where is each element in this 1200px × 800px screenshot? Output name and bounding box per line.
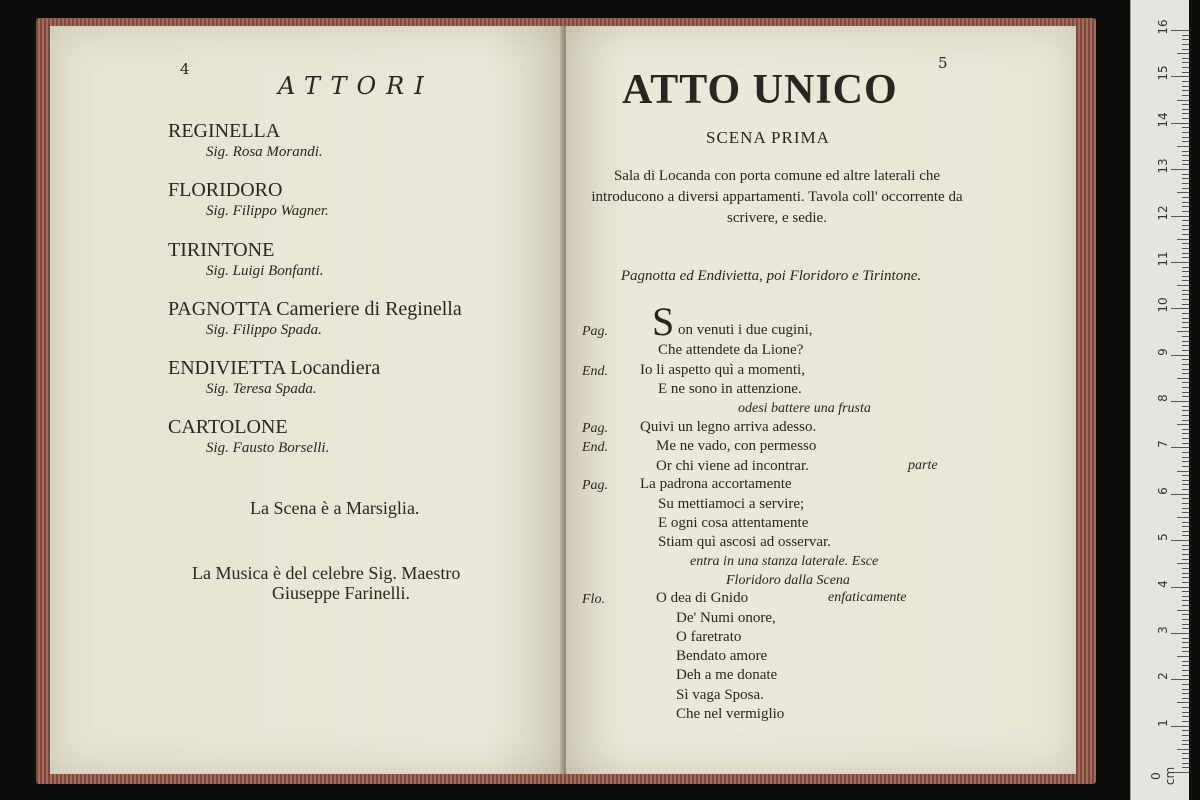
ruler-tick (1182, 225, 1189, 226)
ruler-tick (1182, 545, 1189, 546)
ruler-tick (1182, 211, 1189, 212)
ruler-tick (1182, 276, 1189, 277)
ruler-tick (1182, 313, 1189, 314)
ruler-tick (1182, 596, 1189, 597)
ruler-tick (1182, 665, 1189, 666)
ruler-tick (1182, 684, 1189, 685)
verse-line: on venuti i due cugini, (678, 322, 813, 338)
cast-actor: Sig. Filippo Spada. (206, 322, 322, 338)
speaker-label: End. (582, 364, 609, 379)
ruler-tick (1182, 387, 1189, 388)
music-credit-line1: La Musica è del celebre Sig. Maestro (192, 563, 461, 583)
left-page (50, 26, 562, 774)
ruler-tick (1177, 378, 1189, 379)
ruler-tick (1182, 373, 1189, 374)
ruler-tick (1171, 587, 1189, 588)
speaker-label: Pag. (582, 421, 609, 436)
ruler-tick (1182, 758, 1189, 759)
ruler-tick (1171, 262, 1189, 263)
speaker-label: End. (582, 440, 609, 455)
ruler-tick (1182, 151, 1189, 152)
stage-direction-intro: Pagnotta ed Endivietta, poi Floridoro e Tirintone. (620, 268, 922, 284)
ruler-tick (1182, 582, 1189, 583)
ruler-tick (1182, 573, 1189, 574)
ruler-tick (1177, 610, 1189, 611)
ruler-tick (1182, 104, 1189, 105)
ruler-tick (1182, 498, 1189, 499)
ruler-tick (1182, 62, 1189, 63)
ruler-tick (1182, 480, 1189, 481)
ruler-tick (1182, 721, 1189, 722)
ruler-label: 3 (1156, 626, 1170, 634)
ruler-tick (1182, 642, 1189, 643)
speaker-label: Flo. (582, 592, 605, 607)
cast-role: ENDIVIETTA Locandiera (168, 357, 381, 379)
ruler-tick (1182, 364, 1189, 365)
scene-description: Sala di Locanda con porta comune ed altre laterali che introducono a diversi appartamenti. Tavola coll' occorrente da scrivere, e sedie. (591, 168, 963, 226)
ruler-tick (1182, 234, 1189, 235)
ruler-tick (1182, 744, 1189, 745)
ruler-tick (1182, 299, 1189, 300)
ruler-tick (1182, 44, 1189, 45)
ruler-tick (1182, 67, 1189, 68)
ruler-tick (1182, 457, 1189, 458)
ruler-tick (1182, 443, 1189, 444)
ruler-tick (1182, 410, 1189, 411)
ruler-tick (1177, 331, 1189, 332)
ruler-tick (1182, 568, 1189, 569)
ruler-tick (1182, 322, 1189, 323)
ruler-tick (1177, 192, 1189, 193)
ruler-tick (1182, 160, 1189, 161)
ruler-tick (1171, 401, 1189, 402)
verse-line: Io li aspetto quì a momenti, (640, 362, 805, 378)
ruler-tick (1182, 735, 1189, 736)
ruler-tick (1182, 81, 1189, 82)
ruler-tick (1182, 178, 1189, 179)
left-page-number: 4 (180, 60, 190, 78)
ruler-tick (1171, 216, 1189, 217)
ruler-tick (1182, 290, 1189, 291)
ruler-tick (1182, 605, 1189, 606)
ruler-tick (1182, 420, 1189, 421)
ruler-tick (1177, 749, 1189, 750)
ruler-tick (1182, 433, 1189, 434)
ruler-tick (1182, 382, 1189, 383)
ruler-tick (1182, 359, 1189, 360)
ruler-label: 7 (1156, 440, 1170, 449)
stage-direction: enfaticamente (828, 590, 907, 605)
ruler-tick (1182, 90, 1189, 91)
ruler-tick (1182, 763, 1189, 764)
ruler-tick (1182, 484, 1189, 485)
ruler-tick (1182, 508, 1189, 509)
ruler-tick (1171, 76, 1189, 77)
ruler-tick (1182, 243, 1189, 244)
ruler-tick (1182, 767, 1189, 768)
ruler-tick (1182, 406, 1189, 407)
ruler-tick (1182, 174, 1189, 175)
ruler-tick (1182, 271, 1189, 272)
ruler-tick (1182, 39, 1189, 40)
ruler-tick (1182, 670, 1189, 671)
ruler-tick (1177, 100, 1189, 101)
ruler-tick (1177, 517, 1189, 518)
ruler-tick (1182, 489, 1189, 490)
ruler-tick (1177, 702, 1189, 703)
ruler-tick (1182, 512, 1189, 513)
ruler-tick (1182, 58, 1189, 59)
cast-actor: Sig. Luigi Bonfanti. (206, 263, 324, 279)
ruler-tick (1182, 202, 1189, 203)
stage-direction: entra in una stanza laterale. Esce (690, 554, 879, 569)
ruler-tick (1182, 164, 1189, 165)
ruler-tick (1182, 72, 1189, 73)
scene-title: SCENA PRIMA (706, 128, 830, 147)
verse-line: E ne sono in attenzione. (658, 381, 802, 397)
ruler-tick (1182, 730, 1189, 731)
ruler-tick (1177, 424, 1189, 425)
ruler-tick (1182, 689, 1189, 690)
ruler-tick (1177, 656, 1189, 657)
verse-line: La padrona accortamente (640, 476, 792, 492)
ruler-tick (1171, 633, 1189, 634)
ruler-tick (1182, 345, 1189, 346)
ruler-tick (1171, 355, 1189, 356)
verse-line: O dea di Gnido (656, 590, 749, 606)
ruler-tick (1177, 285, 1189, 286)
ruler-tick (1182, 438, 1189, 439)
ruler-label: 14 (1156, 112, 1170, 128)
stage-direction: odesi battere una frusta (738, 401, 871, 416)
ruler-tick (1182, 698, 1189, 699)
verse-line: O faretrato (676, 629, 742, 645)
right-page-number: 5 (938, 54, 948, 72)
ruler-tick (1182, 554, 1189, 555)
verse-line: Che nel vermiglio (676, 706, 785, 722)
speaker-label: Pag. (582, 478, 609, 493)
ruler-tick (1182, 132, 1189, 133)
ruler-label: 15 (1156, 65, 1170, 82)
ruler-tick (1182, 137, 1189, 138)
ruler-tick (1171, 169, 1189, 170)
ruler-tick (1182, 95, 1189, 96)
ruler-tick (1182, 392, 1189, 393)
setting-note: La Scena è a Marsiglia. (250, 498, 420, 518)
ruler-label: 9 (1156, 347, 1170, 356)
cast-actor: Sig. Fausto Borselli. (206, 440, 330, 456)
ruler-tick (1182, 429, 1189, 430)
ruler-tick (1182, 651, 1189, 652)
ruler-tick (1182, 220, 1189, 221)
ruler-tick (1182, 294, 1189, 295)
ruler-tick (1182, 638, 1189, 639)
ruler-tick (1182, 716, 1189, 717)
ruler-tick (1177, 239, 1189, 240)
verse-line: Or chi viene ad incontrar. (656, 458, 809, 474)
verse-line: Sì vaga Sposa. (676, 687, 764, 703)
ruler-tick (1182, 549, 1189, 550)
verse-line: Quivi un legno arriva adesso. (640, 419, 817, 435)
ruler-tick (1171, 447, 1189, 448)
ruler-tick (1182, 229, 1189, 230)
ruler-tick (1182, 475, 1189, 476)
verse-line: Bendato amore (676, 648, 768, 664)
ruler-tick (1182, 628, 1189, 629)
ruler-label: 16 (1156, 19, 1170, 35)
ruler-tick (1171, 726, 1189, 727)
ruler-tick (1171, 540, 1189, 541)
ruler-tick (1182, 559, 1189, 560)
ruler-tick (1177, 471, 1189, 472)
ruler-tick (1182, 452, 1189, 453)
ruler-tick (1182, 619, 1189, 620)
cast-actor: Sig. Rosa Morandi. (206, 144, 323, 160)
ruler-tick (1182, 661, 1189, 662)
ruler-tick (1177, 53, 1189, 54)
verse-line: Stiam quì ascosi ad osservar. (658, 534, 831, 550)
ruler-label: 11 (1156, 251, 1170, 267)
cast-role: REGINELLA (168, 120, 281, 142)
ruler-label: 4 (1156, 579, 1170, 588)
cast-role: PAGNOTTA Cameriere di Reginella (168, 298, 462, 320)
ruler-tick (1182, 35, 1189, 36)
ruler-tick (1182, 600, 1189, 601)
ruler-tick (1182, 197, 1189, 198)
stage-direction: parte (908, 458, 938, 473)
ruler-tick (1182, 466, 1189, 467)
ruler-tick (1182, 341, 1189, 342)
ruler-tick (1182, 614, 1189, 615)
ruler-tick (1182, 127, 1189, 128)
cast-actor: Sig. Filippo Wagner. (206, 203, 329, 219)
ruler-label: 0 cm (1149, 766, 1177, 786)
ruler-label: 1 (1156, 718, 1170, 727)
ruler-label: 10 (1156, 297, 1170, 313)
ruler-tick (1182, 753, 1189, 754)
ruler-tick (1182, 113, 1189, 114)
act-title: ATTO UNICO (622, 67, 898, 113)
cast-role: CARTOLONE (168, 416, 288, 438)
drop-cap: S (652, 299, 675, 344)
ruler-tick (1182, 327, 1189, 328)
ruler-tick (1182, 336, 1189, 337)
ruler-tick (1182, 707, 1189, 708)
ruler-tick (1182, 675, 1189, 676)
ruler-tick (1182, 304, 1189, 305)
right-page (566, 26, 1076, 774)
verse-line: E ogni cosa attentamente (658, 515, 809, 531)
ruler-tick (1182, 183, 1189, 184)
ruler-tick (1182, 577, 1189, 578)
cast-heading: ATTORI (278, 72, 434, 100)
ruler-tick (1182, 118, 1189, 119)
ruler-label: 13 (1156, 158, 1170, 174)
ruler-label: 2 (1156, 672, 1170, 681)
ruler-tick (1171, 30, 1189, 31)
ruler-tick (1171, 679, 1189, 680)
ruler-tick (1182, 248, 1189, 249)
ruler-tick (1182, 396, 1189, 397)
ruler-tick (1182, 188, 1189, 189)
ruler-tick (1182, 461, 1189, 462)
ruler-tick (1182, 503, 1189, 504)
ruler-tick (1182, 109, 1189, 110)
ruler-tick (1171, 123, 1189, 124)
ruler-tick (1171, 494, 1189, 495)
ruler-tick (1182, 280, 1189, 281)
verse-line: Deh a me donate (676, 667, 778, 683)
ruler-tick (1182, 415, 1189, 416)
ruler-tick (1182, 257, 1189, 258)
ruler-tick (1177, 563, 1189, 564)
ruler-tick (1182, 155, 1189, 156)
ruler-tick (1182, 206, 1189, 207)
verse-line: Me ne vado, con permesso (656, 438, 817, 454)
ruler-tick (1182, 712, 1189, 713)
ruler-label: 12 (1156, 204, 1170, 221)
ruler-tick (1182, 624, 1189, 625)
cast-role: TIRINTONE (168, 239, 275, 261)
ruler-tick (1182, 369, 1189, 370)
ruler-label: 6 (1156, 486, 1170, 495)
ruler-tick (1182, 740, 1189, 741)
verse-line: Su mettiamoci a servire; (658, 496, 805, 512)
ruler-tick (1182, 531, 1189, 532)
cast-role: FLORIDORO (168, 179, 283, 201)
ruler-tick (1182, 49, 1189, 50)
speaker-label: Pag. (582, 324, 609, 339)
ruler-tick (1182, 591, 1189, 592)
verse-line: Che attendete da Lione? (658, 342, 804, 358)
verse-line: De' Numi onore, (676, 610, 776, 626)
measurement-ruler (1130, 0, 1189, 800)
ruler-tick (1182, 253, 1189, 254)
ruler-tick (1182, 350, 1189, 351)
ruler-label: 5 (1156, 533, 1170, 541)
ruler-label: 8 (1156, 394, 1170, 402)
ruler-tick (1182, 647, 1189, 648)
ruler-tick (1177, 146, 1189, 147)
stage-direction: Floridoro dalla Scena (726, 573, 850, 588)
ruler-tick (1182, 693, 1189, 694)
ruler-tick (1182, 522, 1189, 523)
music-credit-line2: Giuseppe Farinelli. (272, 583, 410, 603)
ruler-tick (1182, 86, 1189, 87)
ruler-tick (1171, 308, 1189, 309)
ruler-tick (1182, 141, 1189, 142)
cast-actor: Sig. Teresa Spada. (206, 381, 317, 397)
ruler-tick (1182, 526, 1189, 527)
ruler-tick (1182, 535, 1189, 536)
ruler-tick (1182, 267, 1189, 268)
ruler-tick (1182, 318, 1189, 319)
